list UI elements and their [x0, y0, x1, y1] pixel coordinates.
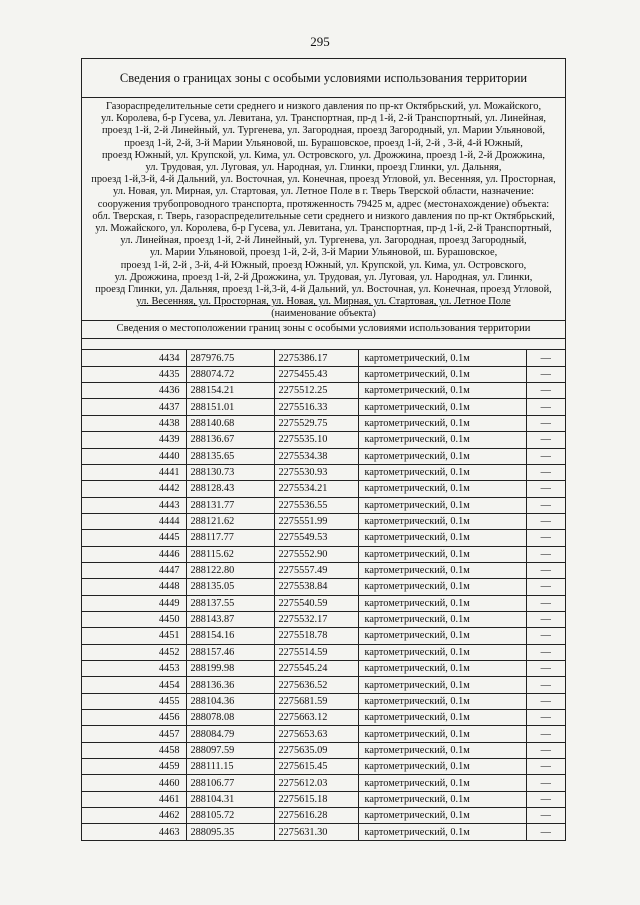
point-number: 4446: [82, 546, 186, 562]
coord-x: 288136.36: [186, 677, 274, 693]
description-cell: —: [526, 759, 565, 775]
table-row: [82, 579, 565, 595]
coord-x: 288130.73: [186, 464, 274, 480]
description-cell: —: [526, 595, 565, 611]
table-row: [82, 432, 565, 448]
description-cell: —: [526, 399, 565, 415]
coord-y: 2275552.90: [274, 546, 358, 562]
table-row: [82, 415, 565, 431]
coord-y: 2275514.59: [274, 644, 358, 660]
table-row: [82, 530, 565, 546]
coord-y: 2275545.24: [274, 660, 358, 676]
method-accuracy: картометрический, 0.1м: [358, 611, 526, 627]
method-accuracy: картометрический, 0.1м: [358, 759, 526, 775]
coord-y: 2275386.17: [274, 350, 358, 366]
point-number: 4453: [82, 660, 186, 676]
coord-x: 288117.77: [186, 530, 274, 546]
description-line: проезд Глинки, ул. Дальняя, проезд 1-й,3-й, 4-й Дальний, ул. Восточная, ул. Конечная, проезд Угловой,: [95, 284, 552, 296]
table-row: [82, 562, 565, 578]
description-cell: —: [526, 808, 565, 824]
coord-y: 2275616.28: [274, 808, 358, 824]
table-row: [82, 595, 565, 611]
point-number: 4439: [82, 432, 186, 448]
description-cell: —: [540, 826, 551, 838]
description-cell: —: [526, 562, 565, 578]
point-number: 4448: [82, 579, 186, 595]
point-number: 4454: [82, 677, 186, 693]
description-cell: —: [526, 383, 565, 399]
table-row: [82, 710, 565, 726]
method-accuracy: картометрический, 0.1м: [358, 677, 526, 693]
point-number: 4447: [82, 562, 186, 578]
coord-y: 2275681.59: [274, 693, 358, 709]
point-number: 4443: [82, 497, 186, 513]
coord-y: 2275534.21: [274, 481, 358, 497]
coord-y: 2275518.78: [274, 628, 358, 644]
description-cell: —: [526, 481, 565, 497]
method-accuracy: картометрический, 0.1м: [358, 808, 526, 824]
description-cell: —: [526, 513, 565, 529]
method-accuracy: картометрический, 0.1м: [358, 579, 526, 595]
coord-y: 2275455.43: [274, 366, 358, 382]
coord-x: 288084.79: [186, 726, 274, 742]
method-accuracy: картометрический, 0.1м: [358, 448, 526, 464]
coord-y: 2275512.25: [274, 383, 358, 399]
coord-x: 288157.46: [186, 644, 274, 660]
description-cell: —: [526, 726, 565, 742]
description-cell: —: [526, 677, 565, 693]
coord-x: 288143.87: [186, 611, 274, 627]
object-description: [82, 98, 565, 308]
point-number: 4434: [82, 350, 186, 366]
coord-x: 288131.77: [186, 497, 274, 513]
point-number: 4450: [82, 611, 186, 627]
method-accuracy: картометрический, 0.1м: [358, 726, 526, 742]
point-number: 4463: [82, 824, 186, 840]
method-accuracy: картометрический, 0.1м: [358, 595, 526, 611]
description-cell: —: [526, 546, 565, 562]
point-number: 4458: [82, 742, 186, 758]
coord-x: 288140.68: [186, 415, 274, 431]
description-cell: —: [526, 710, 565, 726]
point-number: 4457: [82, 726, 186, 742]
description-line: обл. Тверская, г. Тверь, газораспределительные сети среднего и низкого давления по пр-кт Октябрьский,: [92, 210, 555, 222]
coord-x: 288111.15: [186, 759, 274, 775]
method-accuracy: картометрический, 0.1м: [358, 432, 526, 448]
description-line: ул. Марии Ульяновой, проезд 1-й, 2-й, 3-й Марии Ульяновой, ш. Бурашовское,: [149, 247, 498, 259]
table-row: [82, 775, 565, 791]
point-number: 4444: [82, 513, 186, 529]
coord-y: 2275529.75: [274, 415, 358, 431]
point-number: 4461: [82, 791, 186, 807]
point-number: 4455: [82, 693, 186, 709]
point-number: 4456: [82, 710, 186, 726]
method-accuracy: картометрический, 0.1м: [358, 464, 526, 480]
table-row: [82, 399, 565, 415]
coord-y: 2275636.52: [274, 677, 358, 693]
coord-y: 2275612.03: [274, 775, 358, 791]
description-cell: —: [526, 448, 565, 464]
method-accuracy: картометрический, 0.1м: [358, 628, 526, 644]
coordinates-table: [82, 350, 565, 839]
coord-y: 2275535.10: [274, 432, 358, 448]
description-cell: —: [526, 432, 565, 448]
table-row: [82, 824, 565, 840]
description-line: ул. Весенняя, ул. Просторная, ул. Новая, ул. Мирная, ул. Стартовая, ул. Летное Поле: [136, 296, 511, 308]
method-accuracy: картометрический, 0.1м: [358, 775, 526, 791]
coord-x: 288097.59: [186, 742, 274, 758]
description-line: проезд 1-й, 2-й , 3-й, 4-й Южный, проезд Южный, ул. Крупской, ул. Кима, ул. Островского,: [120, 259, 527, 271]
description-cell: —: [526, 350, 565, 366]
point-number: 4436: [82, 383, 186, 399]
method-accuracy: картометрический, 0.1м: [358, 791, 526, 807]
coord-y: 2275532.17: [274, 611, 358, 627]
method-accuracy: картометрический, 0.1м: [358, 644, 526, 660]
point-number: 4438: [82, 415, 186, 431]
description-cell: —: [526, 742, 565, 758]
table-row: [82, 481, 565, 497]
method-accuracy: картометрический, 0.1м: [358, 366, 526, 382]
table-row: [82, 808, 565, 824]
coord-x: 288121.62: [186, 513, 274, 529]
description-line: ул. Новая, ул. Мирная, ул. Стартовая, ул. Летное Поле в г. Тверь Тверской области, назначение:: [113, 186, 534, 198]
method-accuracy: картометрический, 0.1м: [358, 481, 526, 497]
coord-x: 288128.43: [186, 481, 274, 497]
description-cell: —: [526, 660, 565, 676]
point-number: 4449: [82, 595, 186, 611]
table-row: [82, 366, 565, 382]
point-number: 4435: [82, 366, 186, 382]
coord-x: 288104.31: [186, 791, 274, 807]
coord-x: 288199.98: [186, 660, 274, 676]
point-number: 4459: [82, 759, 186, 775]
zone-boundary-document: [81, 58, 566, 841]
table-row: [82, 759, 565, 775]
coord-y: 2275557.49: [274, 562, 358, 578]
point-number: 4451: [82, 628, 186, 644]
table-row: [82, 677, 565, 693]
description-line: проезд 1-й,3-й, 4-й Дальний, ул. Восточная, ул. Конечная, проезд Угловой, ул. Весенняя, ул. Просторная,: [91, 174, 556, 186]
coord-x: 288106.77: [186, 775, 274, 791]
description-cell: —: [526, 791, 565, 807]
table-row: [82, 497, 565, 513]
description-line: проезд Южный, ул. Крупской, ул. Кима, ул. Островского, ул. Дрожжина, проезд 1-й, 2-й Дрожжина,: [101, 149, 545, 161]
coord-x: 288151.01: [186, 399, 274, 415]
coord-x: 288137.55: [186, 595, 274, 611]
coord-y: 2275540.59: [274, 595, 358, 611]
description-cell: —: [526, 530, 565, 546]
description-cell: —: [526, 579, 565, 595]
table-row: [82, 791, 565, 807]
point-number: 4452: [82, 644, 186, 660]
description-line: проезд 1-й, 2-й, 3-й Марии Ульяновой, ш. Бурашовское, проезд 1-й, 2-й , 3-й, 4-й Южный,: [124, 137, 523, 149]
method-accuracy: картометрический, 0.1м: [358, 415, 526, 431]
coord-y: 2275635.09: [274, 742, 358, 758]
description-cell: —: [526, 415, 565, 431]
description-cell: —: [526, 693, 565, 709]
method-accuracy: картометрический, 0.1м: [358, 824, 526, 840]
coord-y: 2275653.63: [274, 726, 358, 742]
coord-x: 288136.67: [186, 432, 274, 448]
table-row: [82, 383, 565, 399]
table-row: [82, 611, 565, 627]
table-row: [82, 693, 565, 709]
coord-y: 2275536.55: [274, 497, 358, 513]
description-line: ул. Королева, б-р Гусева, ул. Левитана, ул. Транспортная, пр-д 1-й, 2-й Транспортный, ул. Линейная,: [101, 113, 546, 125]
description-cell: —: [526, 464, 565, 480]
description-line: сооружения трубопроводного транспорта, протяженность 79425 м, адрес (местонахождение) объекта:: [97, 198, 550, 210]
coord-x: 288095.35: [186, 824, 274, 840]
description-line: Газораспределительные сети среднего и низкого давления по пр-кт Октябрьский, ул. Можайского,: [105, 101, 542, 112]
coord-y: 2275551.99: [274, 513, 358, 529]
page-number: 295: [310, 34, 330, 49]
method-accuracy: картометрический, 0.1м: [358, 350, 526, 366]
method-accuracy: картометрический, 0.1м: [358, 693, 526, 709]
table-row: [82, 350, 565, 366]
coord-x: 288154.16: [186, 628, 274, 644]
coord-x: 288104.36: [186, 693, 274, 709]
point-number: 4442: [82, 481, 186, 497]
point-number: 4437: [82, 399, 186, 415]
table-row: [82, 660, 565, 676]
coord-y: 2275663.12: [274, 710, 358, 726]
location-section-title: Сведения о местоположении границ зоны с особыми условиями использования территории: [82, 321, 565, 339]
method-accuracy: картометрический, 0.1м: [358, 399, 526, 415]
table-row: [82, 464, 565, 480]
coord-x: 288135.65: [186, 448, 274, 464]
description-cell: —: [526, 497, 565, 513]
method-accuracy: картометрический, 0.1м: [358, 562, 526, 578]
description-line: ул. Трудовая, ул. Луговая, ул. Народная, ул. Глинки, проезд Глинки, ул. Дальняя,: [145, 162, 502, 174]
object-name-label: (наименование объекта): [82, 308, 565, 321]
description-line: ул. Дрожжина, проезд 1-й, 2-й Дрожжина, ул. Трудовая, ул. Луговая, ул. Народная, ул. Глинки,: [114, 271, 533, 283]
table-row: [82, 546, 565, 562]
coord-y: 2275530.93: [274, 464, 358, 480]
table-row: [82, 448, 565, 464]
coord-x: 287976.75: [186, 350, 274, 366]
coord-x: 288135.05: [186, 579, 274, 595]
document-title: Сведения о границах зоны с особыми условиями использования территории: [82, 59, 565, 98]
coord-x: 288122.80: [186, 562, 274, 578]
method-accuracy: картометрический, 0.1м: [358, 660, 526, 676]
point-number: 4462: [82, 808, 186, 824]
coord-y: 2275534.38: [274, 448, 358, 464]
table-row: [82, 628, 565, 644]
point-number: 4445: [82, 530, 186, 546]
table-row: [82, 513, 565, 529]
coord-x: 288078.08: [186, 710, 274, 726]
method-accuracy: картометрический, 0.1м: [358, 383, 526, 399]
description-line: ул. Линейная, проезд 1-й, 2-й Линейный, ул. Тургенева, ул. Загородная, проезд Загородный,: [120, 235, 527, 247]
point-number: 4460: [82, 775, 186, 791]
table-row: [82, 644, 565, 660]
description-line: ул. Можайского, ул. Королева, б-р Гусева, ул. Левитана, ул. Транспортная, пр-д 1-й, 2-й Транспортный,: [95, 223, 552, 235]
coord-y: 2275615.18: [274, 791, 358, 807]
method-accuracy: картометрический, 0.1м: [358, 742, 526, 758]
description-line: проезд 1-й, 2-й Линейный, ул. Тургенева, ул. Загородная, проезд Загородный, ул. Марии Ульяновой,: [102, 125, 545, 137]
description-cell: —: [526, 628, 565, 644]
point-number: 4441: [82, 464, 186, 480]
method-accuracy: картометрический, 0.1м: [358, 497, 526, 513]
coord-x: 288074.72: [186, 366, 274, 382]
description-cell: —: [526, 644, 565, 660]
coord-y: 2275615.45: [274, 759, 358, 775]
coord-y: 2275538.84: [274, 579, 358, 595]
coord-y: 2275631.30: [274, 824, 358, 840]
coord-x: 288105.72: [186, 808, 274, 824]
description-cell: —: [526, 775, 565, 791]
coord-x: 288115.62: [186, 546, 274, 562]
description-cell: —: [526, 611, 565, 627]
method-accuracy: картометрический, 0.1м: [358, 710, 526, 726]
coord-x: 288154.21: [186, 383, 274, 399]
point-number: 4440: [82, 448, 186, 464]
coord-y: 2275549.53: [274, 530, 358, 546]
coord-y: 2275516.33: [274, 399, 358, 415]
description-cell: —: [526, 366, 565, 382]
table-spacer: [82, 339, 565, 350]
method-accuracy: картометрический, 0.1м: [358, 530, 526, 546]
method-accuracy: картометрический, 0.1м: [358, 513, 526, 529]
table-row: [82, 742, 565, 758]
table-row: [82, 726, 565, 742]
method-accuracy: картометрический, 0.1м: [358, 546, 526, 562]
